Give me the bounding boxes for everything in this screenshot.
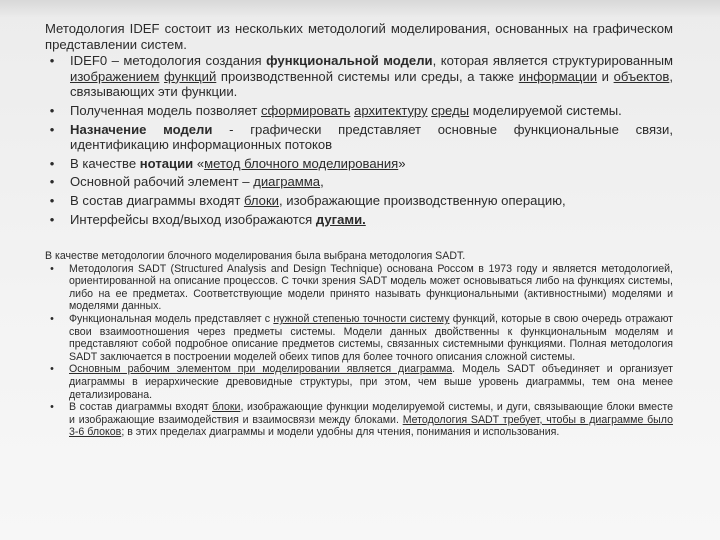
top-shadow (0, 0, 720, 18)
link-block-count[interactable]: Методология SADT требует, чтобы в диаграмме было 3-6 блоков (69, 413, 673, 439)
link-diagram[interactable]: диаграмма (253, 174, 321, 190)
list-item-sadt-composition (45, 401, 673, 439)
list-item-element (45, 174, 673, 190)
bullet-icon: • (49, 53, 55, 69)
link-form[interactable]: сформировать (261, 102, 351, 118)
bullet-icon: • (49, 102, 55, 118)
bullet-icon: • (50, 401, 54, 414)
link-information[interactable]: информации (518, 68, 598, 84)
link-main-element[interactable]: Основным рабочим элементом при моделировании является диаграмма (69, 363, 453, 376)
bullet-icon: • (49, 174, 55, 190)
bullet-icon: • (50, 312, 54, 325)
text-run: Интерфейсы вход/выход изображаются (70, 211, 316, 227)
text-run: функций, которые в свою очередь отражают свои взаимоотношения через предметы системы. Модели данных двойственны к функциональным моделям и представляют собой подробное описание предметов системы, связанных системными функциями. Полная методология SADT заключается в построении моделей обеих типов для более точного описания сложной системы. (69, 312, 674, 363)
text-run: , изображающие производственную операцию, (279, 192, 566, 208)
text-run: » (398, 155, 406, 171)
text-run: В качестве (70, 155, 140, 171)
link-image[interactable]: изображением (70, 68, 160, 84)
text-run: , изображающие функции моделируемой системы, и дуги, связывающие блоки вместе и изображающие взаимодействия и взаимосвязи между блоками. (69, 401, 673, 426)
link-sadt-blocks[interactable]: блоки (212, 401, 241, 414)
text-run: В состав диаграммы входят (70, 192, 244, 208)
sadt-intro (45, 250, 673, 263)
text-run: Полученная модель позволяет (70, 102, 261, 118)
bold-term: нотации (139, 155, 194, 171)
link-environment[interactable]: среды (431, 102, 470, 118)
text-run: Функциональная модель представляет с (69, 312, 274, 325)
sadt-section (45, 250, 673, 439)
text-run: , (320, 174, 324, 190)
list-item-notation (45, 156, 673, 172)
text-run: производственной системы или среды, а также (216, 68, 519, 84)
link-architecture[interactable]: архитектуру (354, 102, 428, 118)
link-block-modeling[interactable]: метод блочного моделирования (204, 155, 399, 171)
list-item-sadt-functional (45, 313, 673, 363)
text-run: В состав диаграммы входят (69, 401, 213, 414)
list-item-sadt-origin (45, 263, 673, 313)
text-run: Основной рабочий элемент – (70, 174, 254, 190)
link-objects[interactable]: объектов (613, 68, 670, 84)
sadt-intro-text: В качестве методологии блочного моделирования была выбрана методология SADT. (45, 250, 466, 262)
idef-intro-text: Методология IDEF состоит из нескольких методологий моделирования, основанных на графическом представлении систем. (45, 21, 673, 52)
text-run: - графически представляет основные функциональные связи, идентификацию информационных потоков (70, 121, 673, 153)
bullet-icon: • (49, 192, 55, 208)
idef-section (45, 21, 673, 227)
text-run: IDEF0 – методология создания (70, 53, 267, 69)
list-item-model (45, 103, 673, 119)
list-item-purpose (45, 122, 673, 153)
link-accuracy[interactable]: нужной степенью точности систему (273, 312, 450, 325)
text-run: ; в этих пределах диаграммы и модели удобны для чтения, понимания и использования. (121, 426, 560, 439)
bullet-icon: • (50, 363, 54, 376)
text-run: « (193, 155, 205, 171)
bullet-icon: • (49, 155, 55, 171)
list-item-blocks (45, 193, 673, 209)
bullet-icon: • (49, 211, 55, 227)
text-run: моделируемой системы. (469, 102, 622, 118)
bullet-icon: • (50, 262, 54, 275)
link-arcs[interactable]: дугами. (315, 211, 366, 227)
link-functions[interactable]: функций (164, 68, 217, 84)
list-item-interfaces (45, 212, 673, 228)
bullet-icon: • (49, 121, 55, 137)
text-run: , связывающих эти функции. (70, 68, 674, 100)
idef-intro (45, 21, 673, 52)
text-run: и (597, 68, 614, 84)
text-run: Методология SADT (Structured Analysis and Design Technique) основана Россом в 1973 году и является методологией, ориентированной на описание процессов. С точки зрения SADT модель может основываться либо на функциях системы, либо на ее предметах. Соответствующие модели принято называть функциональными (активностными) моделями и моделями данных. (69, 262, 673, 313)
list-item-sadt-diagram (45, 363, 673, 401)
bold-term: Назначение модели (70, 121, 213, 137)
text-run: . Модель SADT объединяет и организует диаграммы в иерархические древовидные структуры, при этом, чем выше уровень диаграммы, тем она менее детализирована. (69, 363, 674, 401)
list-item-idef0 (45, 53, 673, 100)
bold-term: функциональной модели (266, 53, 433, 69)
link-blocks[interactable]: блоки (243, 192, 279, 208)
text-run: , которая является структурированным (432, 53, 673, 69)
